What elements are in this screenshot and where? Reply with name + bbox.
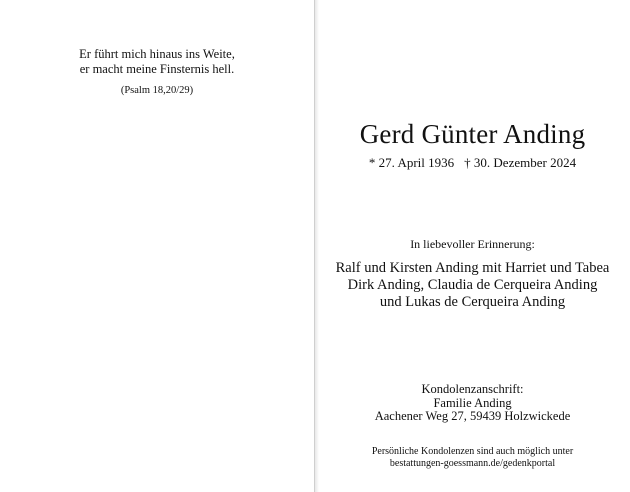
online-condolence-note [315,446,630,470]
condolence-street: Aachener Weg 27, 59439 Holzwickede [374,409,571,423]
condolence-heading: Kondolenzanschrift: [421,382,524,396]
death-date: † 30. Dezember 2024 [464,155,577,170]
bible-verse [0,47,314,77]
life-dates [315,155,630,171]
online-condolence-text: Persönliche Kondolenzen sind auch möglich unter [371,446,574,457]
mourners-list [315,260,630,311]
mourners-line-1: Ralf und Kirsten Anding mit Harriet und Tabea [335,260,610,276]
left-page [0,0,314,492]
online-condolence-url: bestattungen-goessmann.de/gedenkportal [389,458,556,469]
mourners-line-3: und Lukas de Cerqueira Anding [379,294,566,310]
verse-line-2: er macht meine Finsternis hell. [79,62,235,76]
right-page [315,0,630,492]
remembrance-intro: In liebevoller Erinnerung: [410,237,535,251]
condolence-recipient: Familie Anding [433,395,512,410]
deceased-name: Gerd Günter Anding [359,119,586,149]
mourners-line-2: Dirk Anding, Claudia de Cerqueira Anding [347,277,598,293]
condolence-address [315,383,630,424]
verse-line-1: Er führt mich hinaus ins Weite, [79,47,235,61]
verse-reference: (Psalm 18,20/29) [120,85,194,96]
birth-date: * 27. April 1936 [368,155,455,170]
